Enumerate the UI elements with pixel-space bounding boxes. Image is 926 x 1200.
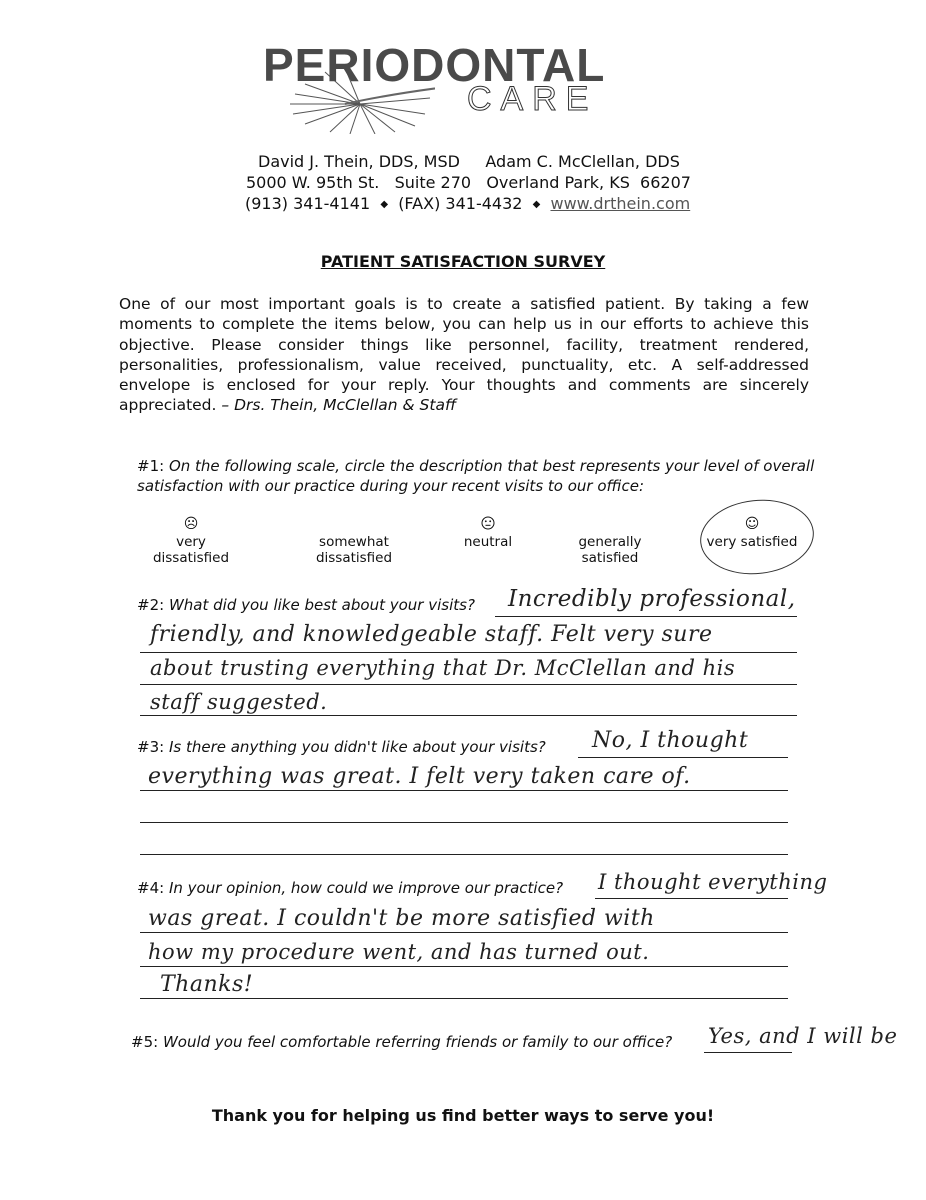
- smiley-face-icon: ☺: [744, 516, 760, 532]
- sad-face-icon: ☹: [183, 516, 199, 532]
- contact-line: [245, 193, 690, 215]
- intro-signature: – Drs. Thein, McClellan & Staff: [221, 396, 457, 415]
- answer-line: [140, 684, 797, 685]
- scale-label: somewhat dissatisfied: [315, 534, 393, 566]
- practice-address: 5000 W. 95th St. Suite 270 Overland Park, KS 66207: [246, 173, 691, 192]
- closing-message: Thank you for helping us find better ways to serve you!: [211, 1106, 715, 1125]
- answer-line: [578, 757, 788, 758]
- scale-face: [548, 516, 672, 534]
- separator-diamond-icon: ◆: [380, 199, 389, 210]
- handwritten-answer[interactable]: Thanks!: [160, 972, 254, 997]
- selection-circle: [696, 494, 817, 580]
- handwritten-answer[interactable]: was great. I couldn't be more satisfied with: [148, 906, 655, 931]
- handwritten-answer[interactable]: staff suggested.: [150, 690, 328, 714]
- question-text: In your opinion, how could we improve our practice?: [168, 879, 564, 897]
- question-number: #5:: [131, 1033, 159, 1051]
- neutral-face-icon: [481, 516, 495, 530]
- handwritten-answer[interactable]: Incredibly professional,: [508, 586, 796, 612]
- answer-line: [140, 652, 797, 653]
- answer-line: [495, 616, 797, 617]
- answer-line: [140, 715, 797, 716]
- logo-wordmark-top: PERIODONTAL: [263, 39, 606, 91]
- handwritten-answer[interactable]: about trusting everything that Dr. McClellan and his: [150, 656, 736, 680]
- question-1: [137, 456, 817, 496]
- scale-option-generally-satisfied[interactable]: [548, 516, 672, 566]
- answer-line: [704, 1052, 792, 1053]
- scale-face: [280, 516, 428, 534]
- question-4: [137, 879, 563, 897]
- question-text: Is there anything you didn't like about your visits?: [168, 738, 546, 756]
- scale-option-neutral[interactable]: [460, 516, 516, 550]
- answer-line: [140, 790, 788, 791]
- intro-body: One of our most important goals is to create a satisfied patient. By taking a few moments to complete the items below, you can help us in our efforts to achieve this objective. Please consider things like personnel, facility, treatment rendered, personalities, professionalism, value received, punctuality, etc. A self-addressed envelope is enclosed for your reply. Your thoughts and comments are sincerely appreciated.: [119, 295, 809, 415]
- answer-line: [140, 932, 788, 933]
- question-number: #2:: [137, 596, 165, 614]
- handwritten-answer[interactable]: how my procedure went, and has turned out.: [148, 940, 650, 964]
- website-link[interactable]: www.drthein.com: [550, 194, 691, 213]
- scale-option-somewhat-dissatisfied[interactable]: [280, 516, 428, 566]
- logo-wordmark-bottom: CARE: [467, 80, 598, 118]
- doctor-names: David J. Thein, DDS, MSD Adam C. McClellan, DDS: [258, 152, 680, 171]
- question-number: #4:: [137, 879, 165, 897]
- answer-line: [140, 822, 788, 823]
- intro-paragraph: [119, 294, 809, 416]
- question-text: Would you feel comfortable referring friends or family to our office?: [162, 1033, 673, 1051]
- separator-diamond-icon: ◆: [532, 199, 541, 210]
- handwritten-answer[interactable]: I thought everything: [598, 870, 828, 894]
- scale-label: very dissatisfied: [152, 534, 230, 566]
- answer-line: [140, 998, 788, 999]
- answer-line: [140, 966, 788, 967]
- answer-line: [140, 854, 788, 855]
- question-number: #1:: [137, 457, 165, 475]
- question-text: On the following scale, circle the description that best represents your level of overall satisfaction with our practice during your recent visits to our office:: [137, 457, 815, 495]
- neutral-face-icon: [460, 516, 516, 534]
- handwritten-answer[interactable]: everything was great. I felt very taken care of.: [148, 764, 691, 789]
- phone-number: (913) 341-4141: [245, 194, 371, 213]
- handwritten-answer[interactable]: No, I thought: [592, 728, 749, 753]
- scale-option-very-dissatisfied[interactable]: [137, 516, 245, 566]
- answer-line: [595, 898, 788, 899]
- survey-title: PATIENT SATISFACTION SURVEY: [320, 252, 606, 271]
- question-2: [137, 596, 475, 614]
- scale-label: very satisfied: [706, 534, 798, 550]
- question-3: [137, 738, 546, 756]
- handwritten-answer[interactable]: Yes, and I will be: [708, 1024, 898, 1048]
- question-number: #3:: [137, 738, 165, 756]
- question-5: [131, 1033, 672, 1051]
- practice-logo: [255, 38, 675, 128]
- scale-label: generally satisfied: [578, 534, 642, 566]
- scale-label: neutral: [463, 534, 513, 550]
- question-text: What did you like best about your visits?: [168, 596, 475, 614]
- handwritten-answer[interactable]: friendly, and knowledgeable staff. Felt very sure: [150, 622, 713, 647]
- fax-number: (FAX) 341-4432: [398, 194, 523, 213]
